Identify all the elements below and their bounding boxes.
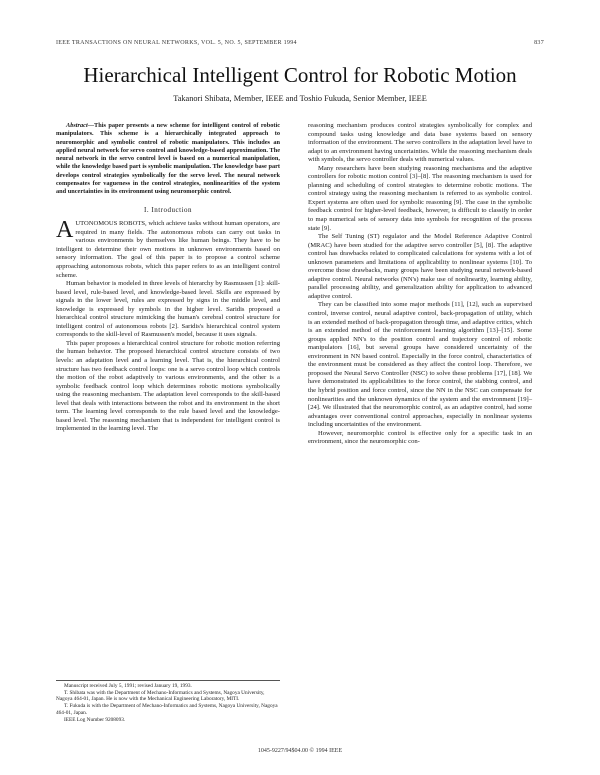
- right-paragraph-4: They can be classified into some major methods [11], [12], such as supervised control, inverse control, neural adaptive control, back-propagation of utility, which is an extended method of back-propagation through time, and adaptive critics, which is an extended method of the reinforcement learning algorithm [13]–[15]. Some groups applied NN's to the position control and trajectory control of robotic manipulators [16], but several groups have considered uncertainty of the environment in NN based control. Especially in the force control, characteristics of the environment must be considered as they affect the control loop. Therefore, we proposed the Neural Servo Controller (NSC) to solve these problems [17], [18]. We have demonstrated its applicabilities to the force control, the stabbing control, and the hybrid position and force control, since the NN in the NSC can compensate for nonlinearities and the unknown dynamics of the system and the environment [19]–[24]. We illustrated that the neuromorphic control, as an adaptive control, had some advantages over conventional control approaches, especially in nonlinear systems including uncertainties of the environment.: [308, 301, 532, 429]
- footnote-log-number: IEEE Log Number 9208093.: [64, 716, 126, 723]
- running-head-journal: IEEE TRANSACTIONS ON NEURAL NETWORKS, VOL. 5, NO. 5, SEPTEMBER 1994: [56, 40, 297, 46]
- copyright-code: 1045-9227/94$04.00 © 1994 IEEE: [257, 748, 343, 754]
- right-paragraph-3: The Self Tuning (ST) regulator and the Model Reference Adaptive Control (MRAC) have been studied for the adaptive servo controller [5], [8]. The adaptive control has drawbacks related to complicated calculations for systems with a lot of unknown parameters and limitations of applicability to nonlinear systems [10]. To overcome those drawbacks, many groups have been studying neural network-based adaptive control. Neural networks (NN's) make use of nonlinearity, learning ability, parallel processing ability, and generalization ability for application to advanced adaptive control.: [308, 233, 532, 300]
- intro-paragraph-2: Human behavior is modeled in three levels of hierarchy by Rasmussen [1]: skill-based level, rule-based level, and knowledge-based level. Skills are expressed by signals in the lower level, rules are expressed by signs in the middle level, and knowledge is expressed by symbols in the higher level. Saridis proposed a hierarchical control structure mimicking the human's cerebral control structure for intelligent control of autonomous robots [2]. Saridis's hierarchical control system corresponds to the skill-level of Rasmussen's model, because it uses signals.: [56, 280, 280, 339]
- section-heading-introduction: I. Introduction: [144, 205, 192, 214]
- drop-cap: A: [56, 217, 74, 244]
- intro-paragraph-3: This paper proposes a hierarchical control structure for robotic motion referring the human behavior. The proposed hierarchical control structure consists of two levels: an adaptation level and a learning level. That is, the hierarchical control structure has two feedback control loops: one is a servo control loop which controls the motion of the robot adaptively to various environments, and the other is a symbolic feedback control loop which determines robotic motions symbolically using the reasoning mechanism. The adaptation level corresponds to the skill-based level that deals with interactions between the robot and its environment in the short term. The learning level corresponds to the rule based level and the knowledge-based level. The reasoning mechanism that is independent for intelligent control is implemented in the learning level. The: [56, 339, 280, 433]
- intro-paragraph-1-text: UTONOMOUS ROBOTS, which achieve tasks without human operators, are required in many fields. The autonomous robots can carry out tasks in various environments by themselves like human beings. They have to be intelligent to determine their own motions in unknown environments based on sensory information. The goal of this paper is to propose a control scheme approaching autonomous robots, which this paper refers to as an intelligent control scheme.: [56, 220, 280, 279]
- right-column: [308, 122, 532, 447]
- footnote-received: Manuscript received July 5, 1991; revised January 19, 1993.: [64, 683, 192, 689]
- footnote-author-1: T. Shibata was with the Department of Mechano-Informatics and Systems, Nagoya University, Nagoya 464-01, Japan. He is now with the Mechanical Engineering Laboratory, MITI.: [56, 689, 265, 703]
- right-paragraph-2: Many researchers have been studying reasoning mechanisms and the adaptive controllers for robotic motion control [3]–[8]. The reasoning mechanism is used for planning and scheduling of control strategies to determine robotic motions. The control strategy using the reasoning mechanism is referred to as symbolic control. Expert systems are often used for symbolic reasoning [9]. The case in the symbolic feedback control for higher-level feedback, however, is difficult to classify in order to map numerical sets of sensory data into symbols for recognition of the process state [9].: [308, 164, 532, 232]
- running-head: [56, 40, 544, 46]
- left-column: [56, 122, 280, 434]
- abstract-lead: Abstract—: [66, 122, 94, 129]
- intro-paragraph-1: [56, 217, 280, 280]
- paper-title: Hierarchical Intelligent Control for Robotic Motion: [83, 63, 517, 87]
- abstract-text: This paper presents a new scheme for intelligent control of robotic manipulators. This scheme is a hierarchically integrated approach to neuromorphic and symbolic control of robotic manipulators. This includes an applied neural network for servo control and knowledge-based approximation. The neural network in the servo control level is based on a numerical manipulation, while the knowledge based part is symbolic manipulation. The knowledge base part develops control strategies symbolically for the servo level. The neural network compensates for vagueness in the control strategies, nonlinearities of the system and uncertainties in its environment using neuromorphic control.: [56, 122, 280, 196]
- footnote-author-2: T. Fukuda is with the Department of Mechano-Informatics and Systems, Nagoya University, Nagoya 464-01, Japan.: [56, 703, 278, 716]
- right-paragraph-1: reasoning mechanism produces control strategies symbolically for complex and compound tasks using knowledge and data base systems based on sensory information of the environment. The servo controllers in the adaptation level have to adapt to an environment having uncertainties. While the reasoning mechanism deals with symbols, the servo controller deals with numerical values.: [308, 122, 532, 164]
- paper-authors: Takanori Shibata, Member, IEEE and Toshio Fukuda, Senior Member, IEEE: [173, 94, 427, 103]
- right-paragraph-5: However, neuromorphic control is effective only for a specific task in an environment, since the neuromorphic con-: [308, 429, 532, 446]
- page-number: 837: [534, 40, 544, 46]
- footnotes: [56, 680, 280, 723]
- abstract: [56, 122, 280, 197]
